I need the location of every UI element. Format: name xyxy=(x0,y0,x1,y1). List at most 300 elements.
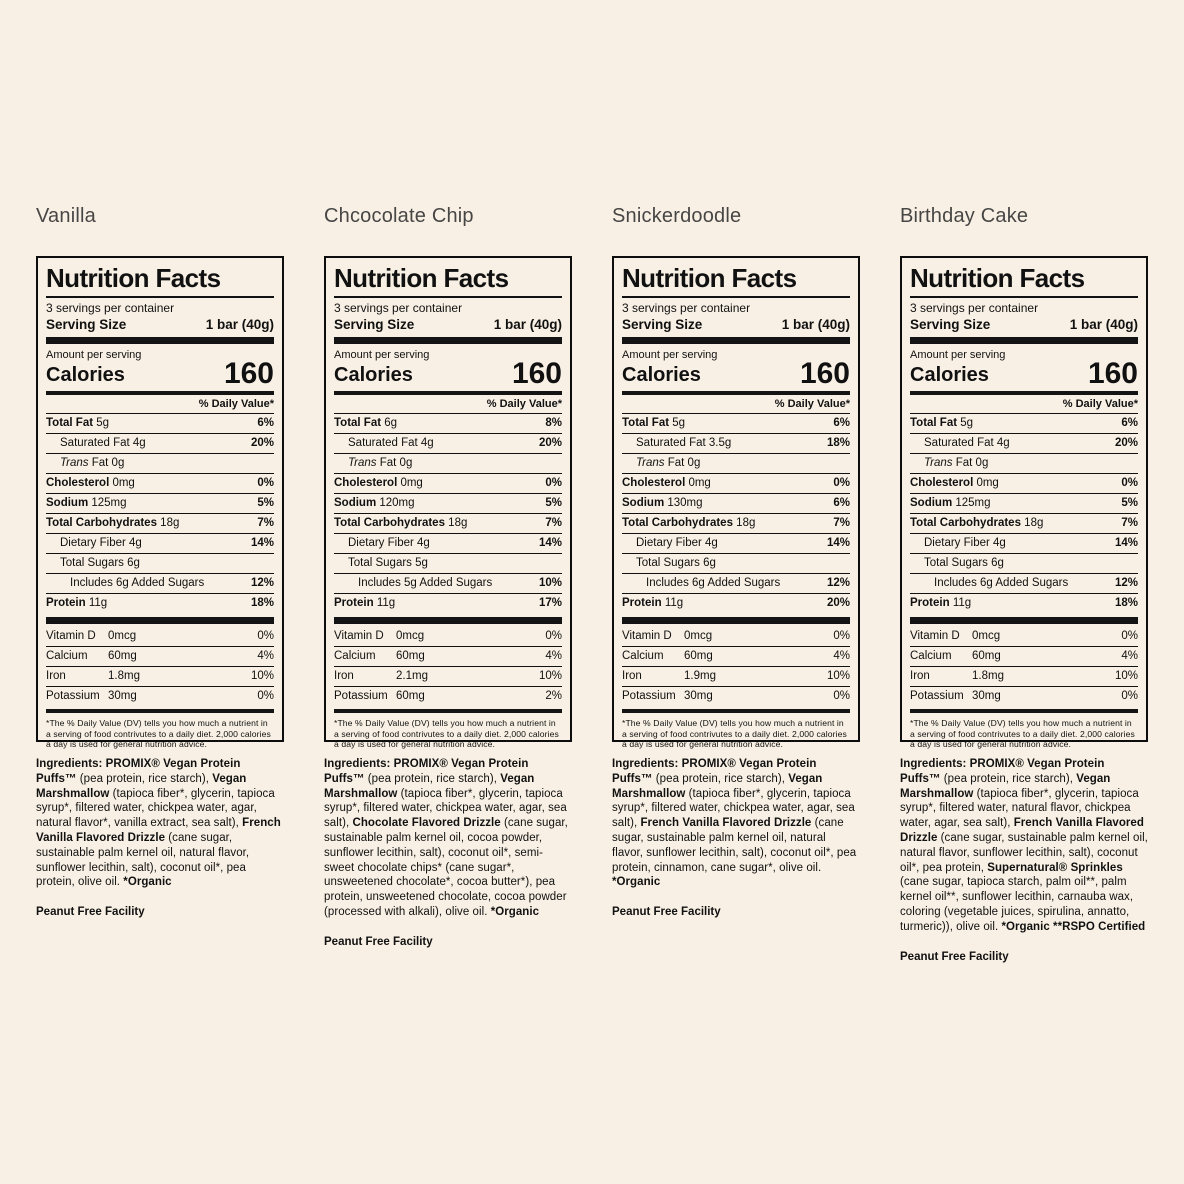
nutrient-name: Total Fat xyxy=(622,417,670,429)
vitamin-row xyxy=(46,666,274,686)
divider xyxy=(334,296,562,298)
nutrient-name-amount: Trans Fat 0g xyxy=(60,457,125,469)
facility-note: Peanut Free Facility xyxy=(36,906,145,919)
flavor-title: Birthday Cake xyxy=(900,205,1029,227)
nutrition-facts-title: Nutrition Facts xyxy=(622,263,797,293)
ingredient-segment: (pea protein, rice starch), xyxy=(76,772,213,785)
nutrient-daily-value: 6% xyxy=(1121,417,1138,429)
vitamin-name: Vitamin D xyxy=(334,630,384,642)
nutrient-name: Total Carbohydrates xyxy=(46,517,157,529)
nutrient-row xyxy=(46,473,274,493)
nutrient-row xyxy=(334,493,562,513)
flavor-title: Snickerdoodle xyxy=(612,205,742,227)
ingredient-segment-bold: Ingredients: PROMIX® Vegan Protein Puffs™ xyxy=(36,758,241,785)
thick-divider xyxy=(46,337,274,344)
vitamin-daily-value: 4% xyxy=(833,650,850,662)
nutrient-name: Sodium xyxy=(334,497,377,509)
vitamin-row xyxy=(910,627,1138,646)
nutrient-name-amount: Protein 11g xyxy=(910,597,972,609)
ingredient-segment: (cane sugar, sustainable palm kernel oil, natural flavor, sunflower lecithin, salt), coconut oil*, pea protein, xyxy=(900,831,1148,874)
ingredient-segment: (cane sugar, sustainable palm kernel oil, natural flavor, sunflower lecithin, salt), coconut oil*, pea protein, cinnamon, cane sugar*, olive oil. xyxy=(612,817,857,874)
nutrient-row xyxy=(334,513,562,533)
nutrient-row xyxy=(622,513,850,533)
vitamin-name: Potassium xyxy=(910,690,964,702)
vitamin-amount: 0mcg xyxy=(108,630,137,642)
nutrient-name-amount: Total Fat 5g xyxy=(46,417,110,429)
vitamin-daily-value: 0% xyxy=(833,630,850,642)
nutrient-row xyxy=(622,493,850,513)
nutrient-daily-value: 18% xyxy=(1114,597,1138,609)
calories-value: 160 xyxy=(799,357,850,390)
vitamin-rows xyxy=(46,627,274,706)
serving-size-row xyxy=(910,316,1138,333)
nutrition-facts-title: Nutrition Facts xyxy=(46,263,221,293)
nutrient-name: Cholesterol xyxy=(622,477,686,489)
nutrient-name: Includes 6g Added Sugars xyxy=(646,577,781,589)
nutrient-name-amount: Protein 11g xyxy=(334,597,396,609)
ingredient-segment-bold: French Vanilla Flavored Drizzle xyxy=(900,817,1144,844)
vitamin-amount: 30mg xyxy=(108,690,137,702)
nutrient-row xyxy=(910,413,1138,433)
vitamin-name: Vitamin D xyxy=(622,630,672,642)
nutrient-name: Total Sugars xyxy=(924,557,988,569)
serving-size-value: 1 bar (40g) xyxy=(1069,317,1138,332)
vitamin-daily-value: 0% xyxy=(257,630,274,642)
nutrient-daily-value: 6% xyxy=(833,417,850,429)
nutrient-name: Total Fat xyxy=(910,417,958,429)
ingredient-segment-bold: French Vanilla Flavored Drizzle xyxy=(36,817,281,844)
nutrition-facts-panel xyxy=(900,256,1148,749)
vitamin-row xyxy=(334,646,562,666)
vitamin-row xyxy=(46,646,274,666)
nutrient-name-italic: Trans xyxy=(924,457,953,469)
nutrient-daily-value: 12% xyxy=(250,577,274,589)
nutrient-name-amount: Total Sugars 6g xyxy=(60,557,140,569)
nutrient-row xyxy=(46,573,274,593)
serving-size-label: Serving Size xyxy=(622,317,703,332)
nutrient-row xyxy=(622,553,850,573)
nutrient-name-amount: Sodium 120mg xyxy=(334,497,415,509)
nutrition-facts-panel xyxy=(36,256,284,749)
vitamin-daily-value: 0% xyxy=(545,630,562,642)
vitamin-amount: 60mg xyxy=(108,650,137,662)
flavor-column xyxy=(900,205,1148,964)
ingredients-text xyxy=(36,757,284,890)
thick-divider xyxy=(910,337,1138,344)
vitamin-amount: 60mg xyxy=(396,650,425,662)
ingredient-segment-bold: Vegan Marshmallow xyxy=(612,772,823,800)
thick-divider xyxy=(46,617,274,624)
nutrient-daily-value: 0% xyxy=(833,477,850,489)
ingredient-segment: (cane sugar, tapioca starch, palm oil**, palm kernel oil**, sunflower lecithin, carnauba wax, coloring (vegetable juices, spirulina, annatto, turmeric)), olive oil. xyxy=(900,876,1134,933)
daily-value-footnote: *The % Daily Value (DV) tells you how much a nutrient in a serving of food contrivutes to a daily diet. 2,000 calories a day is used for general nutrition advice. xyxy=(910,718,1135,749)
nutrient-daily-value: 20% xyxy=(538,437,562,449)
nutrient-name: Total Fat xyxy=(46,417,94,429)
nutrient-name: Total Sugars xyxy=(636,557,700,569)
daily-value-footnote: *The % Daily Value (DV) tells you how much a nutrient in a serving of food contrivutes to a daily diet. 2,000 calories a day is used for general nutrition advice. xyxy=(334,718,559,749)
nutrient-name: Trans Fat xyxy=(636,457,685,469)
nutrition-facts-title: Nutrition Facts xyxy=(910,263,1085,293)
nutrient-name-amount: Total Carbohydrates 18g xyxy=(46,517,180,529)
nutrient-row xyxy=(334,453,562,473)
nutrient-name: Trans Fat xyxy=(348,457,397,469)
vitamin-row xyxy=(334,686,562,706)
ingredient-segment: (pea protein, rice starch), xyxy=(652,772,789,785)
nutrient-daily-value: 8% xyxy=(545,417,562,429)
nutrient-daily-value: 7% xyxy=(545,517,562,529)
serving-size-label: Serving Size xyxy=(910,317,991,332)
thick-divider xyxy=(910,617,1138,624)
nutrition-facts-panel xyxy=(324,256,572,749)
nutrient-row xyxy=(334,553,562,573)
nutrient-rows xyxy=(622,413,850,613)
flavor-title: Vanilla xyxy=(36,205,96,227)
nutrient-daily-value: 14% xyxy=(826,537,850,549)
nutrient-name: Saturated Fat xyxy=(60,437,130,449)
vitamin-daily-value: 10% xyxy=(250,670,274,682)
nutrient-name: Dietary Fiber xyxy=(60,537,126,549)
nutrient-name-amount xyxy=(334,577,492,590)
nutrient-row xyxy=(46,453,274,473)
ingredient-segment-bold: French Vanilla Flavored Drizzle xyxy=(640,817,812,830)
vitamin-name: Iron xyxy=(622,670,642,682)
flavor-title: Chcocolate Chip xyxy=(324,205,474,227)
nutrient-row xyxy=(910,593,1138,613)
nutrient-name-amount xyxy=(46,577,204,590)
vitamin-daily-value: 4% xyxy=(257,650,274,662)
nutrient-name-amount: Dietary Fiber 4g xyxy=(636,537,718,549)
nutrient-daily-value: 20% xyxy=(826,597,850,609)
vitamin-rows xyxy=(334,627,562,706)
ingredient-segment-bold: *Organic **RSPO Certified xyxy=(1001,920,1146,933)
vitamin-row xyxy=(46,627,274,646)
calories-value: 160 xyxy=(223,357,274,390)
nutrient-name: Total Sugars xyxy=(348,557,412,569)
nutrient-daily-value: 5% xyxy=(257,497,274,509)
nutrient-name-amount xyxy=(910,577,1068,590)
nutrient-daily-value: 5% xyxy=(1121,497,1138,509)
vitamin-name: Vitamin D xyxy=(46,630,96,642)
nutrient-name: Dietary Fiber xyxy=(636,537,702,549)
ingredient-segment: (tapioca fiber*, glycerin, tapioca syrup*, filtered water, chickpea water, agar, natural flavor*, vanilla extract, sea salt), xyxy=(36,787,275,830)
daily-value-footnote: *The % Daily Value (DV) tells you how much a nutrient in a serving of food contrivutes to a daily diet. 2,000 calories a day is used for general nutrition advice. xyxy=(622,718,847,749)
nutrient-row xyxy=(46,413,274,433)
vitamin-amount: 60mg xyxy=(972,650,1001,662)
nutrient-row xyxy=(622,473,850,493)
ingredient-segment-bold: Vegan Marshmallow xyxy=(324,772,535,800)
vitamin-daily-value: 2% xyxy=(545,690,562,702)
nutrient-name: Includes 6g Added Sugars xyxy=(70,577,205,589)
ingredients-text xyxy=(324,757,572,920)
ingredients-text xyxy=(612,757,860,890)
nutrient-row xyxy=(622,593,850,613)
serving-size-row xyxy=(334,316,562,333)
nutrient-daily-value: 6% xyxy=(257,417,274,429)
ingredients-text xyxy=(900,757,1148,935)
ingredient-segment: (tapioca fiber*, glycerin, tapioca syrup*, filtered water, chickpea water, agar, sea salt), xyxy=(324,787,567,830)
calories-label: Calories xyxy=(334,364,413,386)
nutrient-name-italic: Trans xyxy=(636,457,665,469)
nutrient-rows xyxy=(46,413,274,613)
nutrient-name-amount: Trans Fat 0g xyxy=(348,457,413,469)
vitamin-name: Potassium xyxy=(622,690,676,702)
amount-per-serving: Amount per serving xyxy=(46,349,142,361)
vitamin-daily-value: 0% xyxy=(1121,630,1138,642)
daily-value-footnote: *The % Daily Value (DV) tells you how much a nutrient in a serving of food contrivutes to a daily diet. 2,000 calories a day is used for general nutrition advice. xyxy=(46,718,271,749)
nutrient-row xyxy=(334,413,562,433)
nutrient-name: Total Fat xyxy=(334,417,382,429)
nutrient-daily-value: 0% xyxy=(1121,477,1138,489)
vitamin-name: Potassium xyxy=(46,690,100,702)
nutrient-name: Saturated Fat xyxy=(924,437,994,449)
nutrient-name-amount: Saturated Fat 4g xyxy=(348,437,434,449)
nutrition-facts-panel xyxy=(612,256,860,749)
nutrient-name-amount: Saturated Fat 4g xyxy=(60,437,146,449)
amount-per-serving: Amount per serving xyxy=(334,349,430,361)
nutrient-name-italic: Trans xyxy=(60,457,89,469)
servings-per-container: 3 servings per container xyxy=(334,301,463,315)
nutrient-name: Protein xyxy=(46,597,86,609)
nutrient-name-amount: Total Sugars 6g xyxy=(924,557,1004,569)
nutrient-row xyxy=(622,413,850,433)
nutrient-daily-value: 18% xyxy=(250,597,274,609)
nutrient-name-amount: Saturated Fat 4g xyxy=(924,437,1010,449)
nutrient-name-amount: Trans Fat 0g xyxy=(636,457,701,469)
nutrient-row xyxy=(334,433,562,453)
nutrient-row xyxy=(622,433,850,453)
ingredient-segment: (tapioca fiber*, glycerin, tapioca syrup*, filtered water, natural flavor, chickpea water, agar, sea salt), xyxy=(900,787,1139,830)
thick-divider xyxy=(334,337,562,344)
nutrient-row xyxy=(46,513,274,533)
nutrient-row xyxy=(910,493,1138,513)
nutrient-name: Saturated Fat xyxy=(348,437,418,449)
nutrient-name-amount: Total Fat 6g xyxy=(334,417,398,429)
nutrient-daily-value: 14% xyxy=(250,537,274,549)
nutrient-name: Dietary Fiber xyxy=(924,537,990,549)
vitamin-daily-value: 4% xyxy=(1121,650,1138,662)
divider xyxy=(622,296,850,298)
nutrient-row xyxy=(910,573,1138,593)
vitamin-row xyxy=(334,666,562,686)
divider xyxy=(910,296,1138,298)
vitamin-daily-value: 4% xyxy=(545,650,562,662)
ingredient-segment-bold: Vegan Marshmallow xyxy=(900,772,1111,800)
nutrient-name-amount: Protein 11g xyxy=(46,597,108,609)
nutrient-name: Protein xyxy=(334,597,374,609)
serving-size-value: 1 bar (40g) xyxy=(781,317,850,332)
nutrient-daily-value: 20% xyxy=(250,437,274,449)
facility-note: Peanut Free Facility xyxy=(900,950,1009,963)
nutrient-row xyxy=(910,473,1138,493)
nutrient-name: Cholesterol xyxy=(910,477,974,489)
vitamin-daily-value: 0% xyxy=(257,690,274,702)
nutrient-row xyxy=(622,533,850,553)
vitamin-daily-value: 10% xyxy=(1114,670,1138,682)
nutrient-row xyxy=(910,433,1138,453)
vitamin-row xyxy=(910,686,1138,706)
vitamin-daily-value: 0% xyxy=(833,690,850,702)
nutrient-name-amount: Total Sugars 5g xyxy=(348,557,428,569)
flavor-column xyxy=(324,205,572,964)
nutrient-name-amount: Total Carbohydrates 18g xyxy=(622,517,756,529)
nutrient-name: Sodium xyxy=(46,497,89,509)
vitamin-amount: 2.1mg xyxy=(396,670,428,682)
nutrient-daily-value: 12% xyxy=(826,577,850,589)
nutrient-name: Sodium xyxy=(910,497,953,509)
daily-value-header: % Daily Value* xyxy=(198,398,274,410)
nutrient-row xyxy=(910,553,1138,573)
ingredient-segment-bold: Supernatural® Sprinkles xyxy=(987,861,1123,874)
flavor-column xyxy=(36,205,284,964)
vitamin-daily-value: 0% xyxy=(1121,690,1138,702)
nutrient-name-amount: Sodium 125mg xyxy=(46,497,127,509)
serving-size-row xyxy=(622,316,850,333)
nutrient-name-amount: Total Fat 5g xyxy=(910,417,974,429)
ingredient-segment-bold: Ingredients: PROMIX® Vegan Protein Puffs™ xyxy=(900,758,1105,785)
vitamin-amount: 0mcg xyxy=(972,630,1001,642)
vitamin-name: Iron xyxy=(910,670,930,682)
nutrient-row xyxy=(334,533,562,553)
vitamin-row xyxy=(622,646,850,666)
nutrient-name: Dietary Fiber xyxy=(348,537,414,549)
nutrient-name: Total Carbohydrates xyxy=(334,517,445,529)
calories-row xyxy=(622,357,850,390)
nutrient-name: Cholesterol xyxy=(46,477,110,489)
vitamin-row xyxy=(46,686,274,706)
ingredient-segment: (pea protein, rice starch), xyxy=(364,772,501,785)
thick-divider xyxy=(622,617,850,624)
nutrient-name-amount: Sodium 125mg xyxy=(910,497,991,509)
nutrient-row xyxy=(46,533,274,553)
nutrient-daily-value: 0% xyxy=(545,477,562,489)
nutrient-name-amount: Sodium 130mg xyxy=(622,497,703,509)
nutrient-row xyxy=(622,453,850,473)
nutrient-daily-value: 7% xyxy=(257,517,274,529)
facility-note: Peanut Free Facility xyxy=(612,906,721,919)
vitamin-amount: 60mg xyxy=(396,690,425,702)
nutrient-name: Trans Fat xyxy=(60,457,109,469)
vitamin-row xyxy=(622,666,850,686)
serving-size-row xyxy=(46,316,274,333)
nutrient-rows xyxy=(334,413,562,613)
nutrient-name-amount: Cholesterol 0mg xyxy=(46,477,135,489)
thick-divider xyxy=(622,337,850,344)
nutrient-name: Protein xyxy=(910,597,950,609)
ingredient-segment-bold: Ingredients: PROMIX® Vegan Protein Puffs™ xyxy=(612,758,817,785)
nutrient-name-amount: Total Sugars 6g xyxy=(636,557,716,569)
nutrient-name-amount: Cholesterol 0mg xyxy=(334,477,423,489)
nutrient-row xyxy=(46,593,274,613)
calories-value: 160 xyxy=(511,357,562,390)
daily-value-header: % Daily Value* xyxy=(1062,398,1138,410)
calories-label: Calories xyxy=(910,364,989,386)
nutrient-name-italic: Trans xyxy=(348,457,377,469)
nutrient-daily-value: 18% xyxy=(826,437,850,449)
ingredient-segment-bold: Vegan Marshmallow xyxy=(36,772,247,800)
thick-divider xyxy=(334,617,562,624)
vitamin-amount: 1.8mg xyxy=(108,670,140,682)
servings-per-container: 3 servings per container xyxy=(622,301,751,315)
facility-note: Peanut Free Facility xyxy=(324,935,433,948)
nutrient-daily-value: 14% xyxy=(538,537,562,549)
nutrient-name: Includes 5g Added Sugars xyxy=(358,577,493,589)
vitamin-amount: 60mg xyxy=(684,650,713,662)
vitamin-name: Calcium xyxy=(334,650,376,662)
calories-label: Calories xyxy=(46,364,125,386)
nutrient-daily-value: 20% xyxy=(1114,437,1138,449)
nutrient-name: Total Sugars xyxy=(60,557,124,569)
nutrient-name: Total Carbohydrates xyxy=(622,517,733,529)
nutrient-name: Cholesterol xyxy=(334,477,398,489)
vitamin-name: Iron xyxy=(46,670,66,682)
vitamin-name: Calcium xyxy=(910,650,952,662)
vitamin-amount: 0mcg xyxy=(684,630,713,642)
ingredient-segment: (pea protein, rice starch), xyxy=(940,772,1077,785)
nutrient-name: Protein xyxy=(622,597,662,609)
vitamin-daily-value: 10% xyxy=(826,670,850,682)
nutrient-name: Includes 6g Added Sugars xyxy=(934,577,1069,589)
vitamin-name: Potassium xyxy=(334,690,388,702)
vitamin-name: Vitamin D xyxy=(910,630,960,642)
vitamin-row xyxy=(910,666,1138,686)
nutrient-daily-value: 12% xyxy=(1114,577,1138,589)
serving-size-value: 1 bar (40g) xyxy=(493,317,562,332)
ingredient-segment: (tapioca fiber*, glycerin, tapioca syrup*, filtered water, chickpea water, agar, sea salt), xyxy=(612,787,855,830)
nutrition-facts-title: Nutrition Facts xyxy=(334,263,509,293)
serving-size-label: Serving Size xyxy=(46,317,127,332)
nutrient-name-amount: Protein 11g xyxy=(622,597,684,609)
nutrient-name-amount: Total Fat 5g xyxy=(622,417,686,429)
nutrient-name: Total Carbohydrates xyxy=(910,517,1021,529)
serving-size-label: Serving Size xyxy=(334,317,415,332)
nutrient-row xyxy=(334,473,562,493)
daily-value-header: % Daily Value* xyxy=(486,398,562,410)
nutrient-name-amount xyxy=(622,577,780,590)
nutrient-name-amount: Total Carbohydrates 18g xyxy=(334,517,468,529)
vitamin-amount: 1.9mg xyxy=(684,670,716,682)
nutrient-name-amount: Trans Fat 0g xyxy=(924,457,989,469)
vitamin-row xyxy=(622,627,850,646)
ingredient-segment-bold: *Organic xyxy=(612,876,661,889)
ingredient-segment: (cane sugar, sustainable palm kernel oil, cocoa powder, sunflower lecithin, salt), coconut oil*, semi-sweet chocolate chips* (cane sugar*, unsweetened chocolate*, cocoa butter*), pea protein, unsweetened chocolate, cocoa powder (processed with alkali), olive oil. xyxy=(324,817,568,918)
nutrient-name-amount: Dietary Fiber 4g xyxy=(60,537,142,549)
vitamin-rows xyxy=(910,627,1138,706)
nutrient-daily-value: 10% xyxy=(538,577,562,589)
nutrient-name-amount: Dietary Fiber 4g xyxy=(348,537,430,549)
ingredient-segment-bold: *Organic xyxy=(490,905,540,918)
servings-per-container: 3 servings per container xyxy=(46,301,175,315)
ingredient-segment-bold: *Organic xyxy=(123,876,172,889)
ingredient-segment-bold: Chocolate Flavored Drizzle xyxy=(352,817,501,830)
nutrient-row xyxy=(910,513,1138,533)
nutrient-row xyxy=(910,453,1138,473)
calories-row xyxy=(910,357,1138,390)
nutrient-daily-value: 7% xyxy=(833,517,850,529)
nutrient-name-amount: Saturated Fat 3.5g xyxy=(636,437,732,449)
vitamin-name: Iron xyxy=(334,670,354,682)
vitamin-row xyxy=(334,627,562,646)
nutrient-name-amount: Dietary Fiber 4g xyxy=(924,537,1006,549)
nutrient-name-amount: Total Carbohydrates 18g xyxy=(910,517,1044,529)
calories-row xyxy=(46,357,274,390)
ingredient-segment: (cane sugar, sustainable palm kernel oil, natural flavor, sunflower lecithin, salt), coconut oil*, pea protein, olive oil. xyxy=(36,831,250,889)
nutrient-name-amount: Cholesterol 0mg xyxy=(622,477,711,489)
vitamin-daily-value: 10% xyxy=(538,670,562,682)
nutrient-daily-value: 5% xyxy=(545,497,562,509)
amount-per-serving: Amount per serving xyxy=(622,349,718,361)
nutrient-row xyxy=(910,533,1138,553)
ingredient-segment-bold: Ingredients: PROMIX® Vegan Protein Puffs™ xyxy=(324,758,529,785)
